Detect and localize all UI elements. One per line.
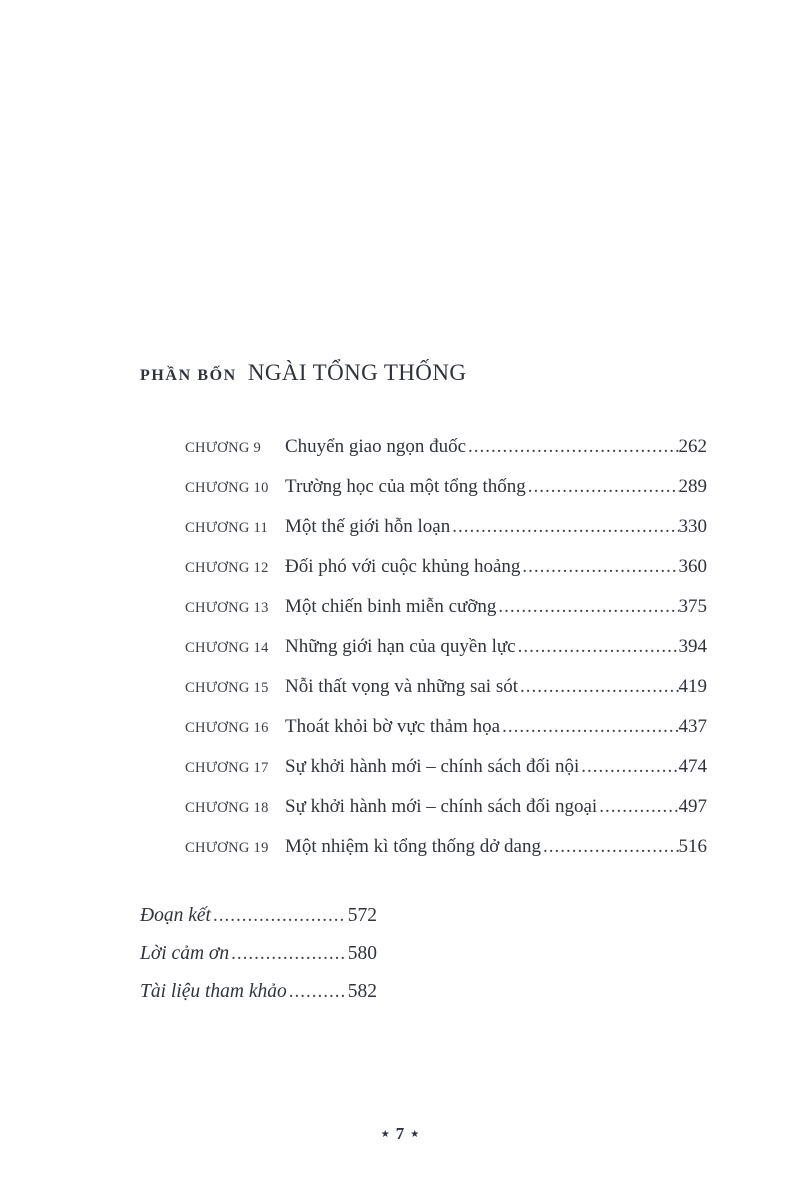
chapter-label: CHƯƠNG 19: [185, 840, 269, 856]
page-footer: [0, 1124, 800, 1144]
chapter-title: Đối phó với cuộc khủng hoảng: [285, 556, 521, 577]
back-matter-title: Đoạn kết: [140, 905, 211, 926]
back-matter-title: Tài liệu tham khảo: [140, 981, 287, 1002]
dot-leader: [581, 747, 678, 787]
dot-leader: [518, 627, 679, 667]
part-kicker: PHẦN BỐN: [140, 367, 237, 384]
toc-row: [185, 547, 707, 587]
dot-leader: [528, 467, 679, 507]
chapter-title: Trường học của một tổng thống: [285, 476, 526, 497]
back-matter-row: [140, 897, 377, 935]
chapter-page-number: 394: [678, 636, 707, 657]
toc-row: [185, 467, 707, 507]
dot-leader: [213, 897, 345, 935]
chapter-title: Thoát khỏi bờ vực thảm họa: [285, 716, 501, 737]
dot-leader: [468, 427, 678, 467]
dot-leader: [543, 827, 679, 867]
chapter-title: Sự khởi hành mới – chính sách đối nội: [285, 756, 580, 777]
chapter-page-number: 375: [678, 596, 707, 617]
chapter-page-number: 262: [678, 436, 707, 457]
star-icon: ★: [410, 1129, 420, 1140]
chapter-label: CHƯƠNG 9: [185, 440, 262, 456]
back-matter-page-number: 572: [347, 905, 377, 926]
toc-row: [185, 787, 707, 827]
chapter-title: Chuyển giao ngọn đuốc: [285, 436, 467, 457]
part-header: [140, 360, 466, 386]
chapter-page-number: 419: [678, 676, 707, 697]
dot-leader: [498, 587, 678, 627]
chapter-page-number: 474: [678, 756, 707, 777]
chapter-label: CHƯƠNG 14: [185, 640, 269, 656]
folio-page-number: 7: [395, 1124, 405, 1143]
toc-row: [185, 707, 707, 747]
toc-row: [185, 507, 707, 547]
back-matter-list: [140, 897, 377, 1011]
toc-list: [185, 427, 707, 867]
dot-leader: [452, 507, 678, 547]
part-title: NGÀI TỔNG THỐNG: [247, 360, 467, 385]
chapter-label: CHƯƠNG 15: [185, 680, 269, 696]
toc-row: [185, 587, 707, 627]
toc-row: [185, 427, 707, 467]
chapter-title: Sự khởi hành mới – chính sách đối ngoại: [285, 796, 598, 817]
chapter-title: Nỗi thất vọng và những sai sót: [285, 676, 519, 697]
chapter-label: CHƯƠNG 17: [185, 760, 269, 776]
back-matter-row: [140, 935, 377, 973]
back-matter-page-number: 582: [347, 981, 377, 1002]
dot-leader: [599, 787, 678, 827]
back-matter-title: Lời cảm ơn: [140, 943, 230, 964]
chapter-page-number: 516: [678, 836, 707, 857]
chapter-page-number: 497: [678, 796, 707, 817]
chapter-title: Một nhiệm kì tổng thống dở dang: [285, 836, 541, 857]
back-matter-row: [140, 973, 377, 1011]
chapter-label: CHƯƠNG 16: [185, 720, 269, 736]
dot-leader: [520, 667, 678, 707]
chapter-title: Một chiến binh miễn cưỡng: [285, 596, 497, 617]
dot-leader: [289, 973, 345, 1011]
toc-row: [185, 627, 707, 667]
chapter-label: CHƯƠNG 10: [185, 480, 269, 496]
chapter-label: CHƯƠNG 11: [185, 520, 269, 536]
toc-row: [185, 827, 707, 867]
chapter-title: Những giới hạn của quyền lực: [285, 636, 516, 657]
chapter-page-number: 289: [678, 476, 707, 497]
chapter-page-number: 437: [678, 716, 707, 737]
chapter-title: Một thế giới hỗn loạn: [285, 516, 451, 537]
toc-row: [185, 747, 707, 787]
chapter-page-number: 360: [678, 556, 707, 577]
dot-leader: [231, 935, 345, 973]
chapter-label: CHƯƠNG 18: [185, 800, 269, 816]
chapter-page-number: 330: [678, 516, 707, 537]
dot-leader: [522, 547, 678, 587]
back-matter-page-number: 580: [347, 943, 377, 964]
chapter-label: CHƯƠNG 13: [185, 600, 269, 616]
chapter-label: CHƯƠNG 12: [185, 560, 269, 576]
star-icon: ★: [380, 1129, 390, 1140]
toc-row: [185, 667, 707, 707]
dot-leader: [502, 707, 678, 747]
